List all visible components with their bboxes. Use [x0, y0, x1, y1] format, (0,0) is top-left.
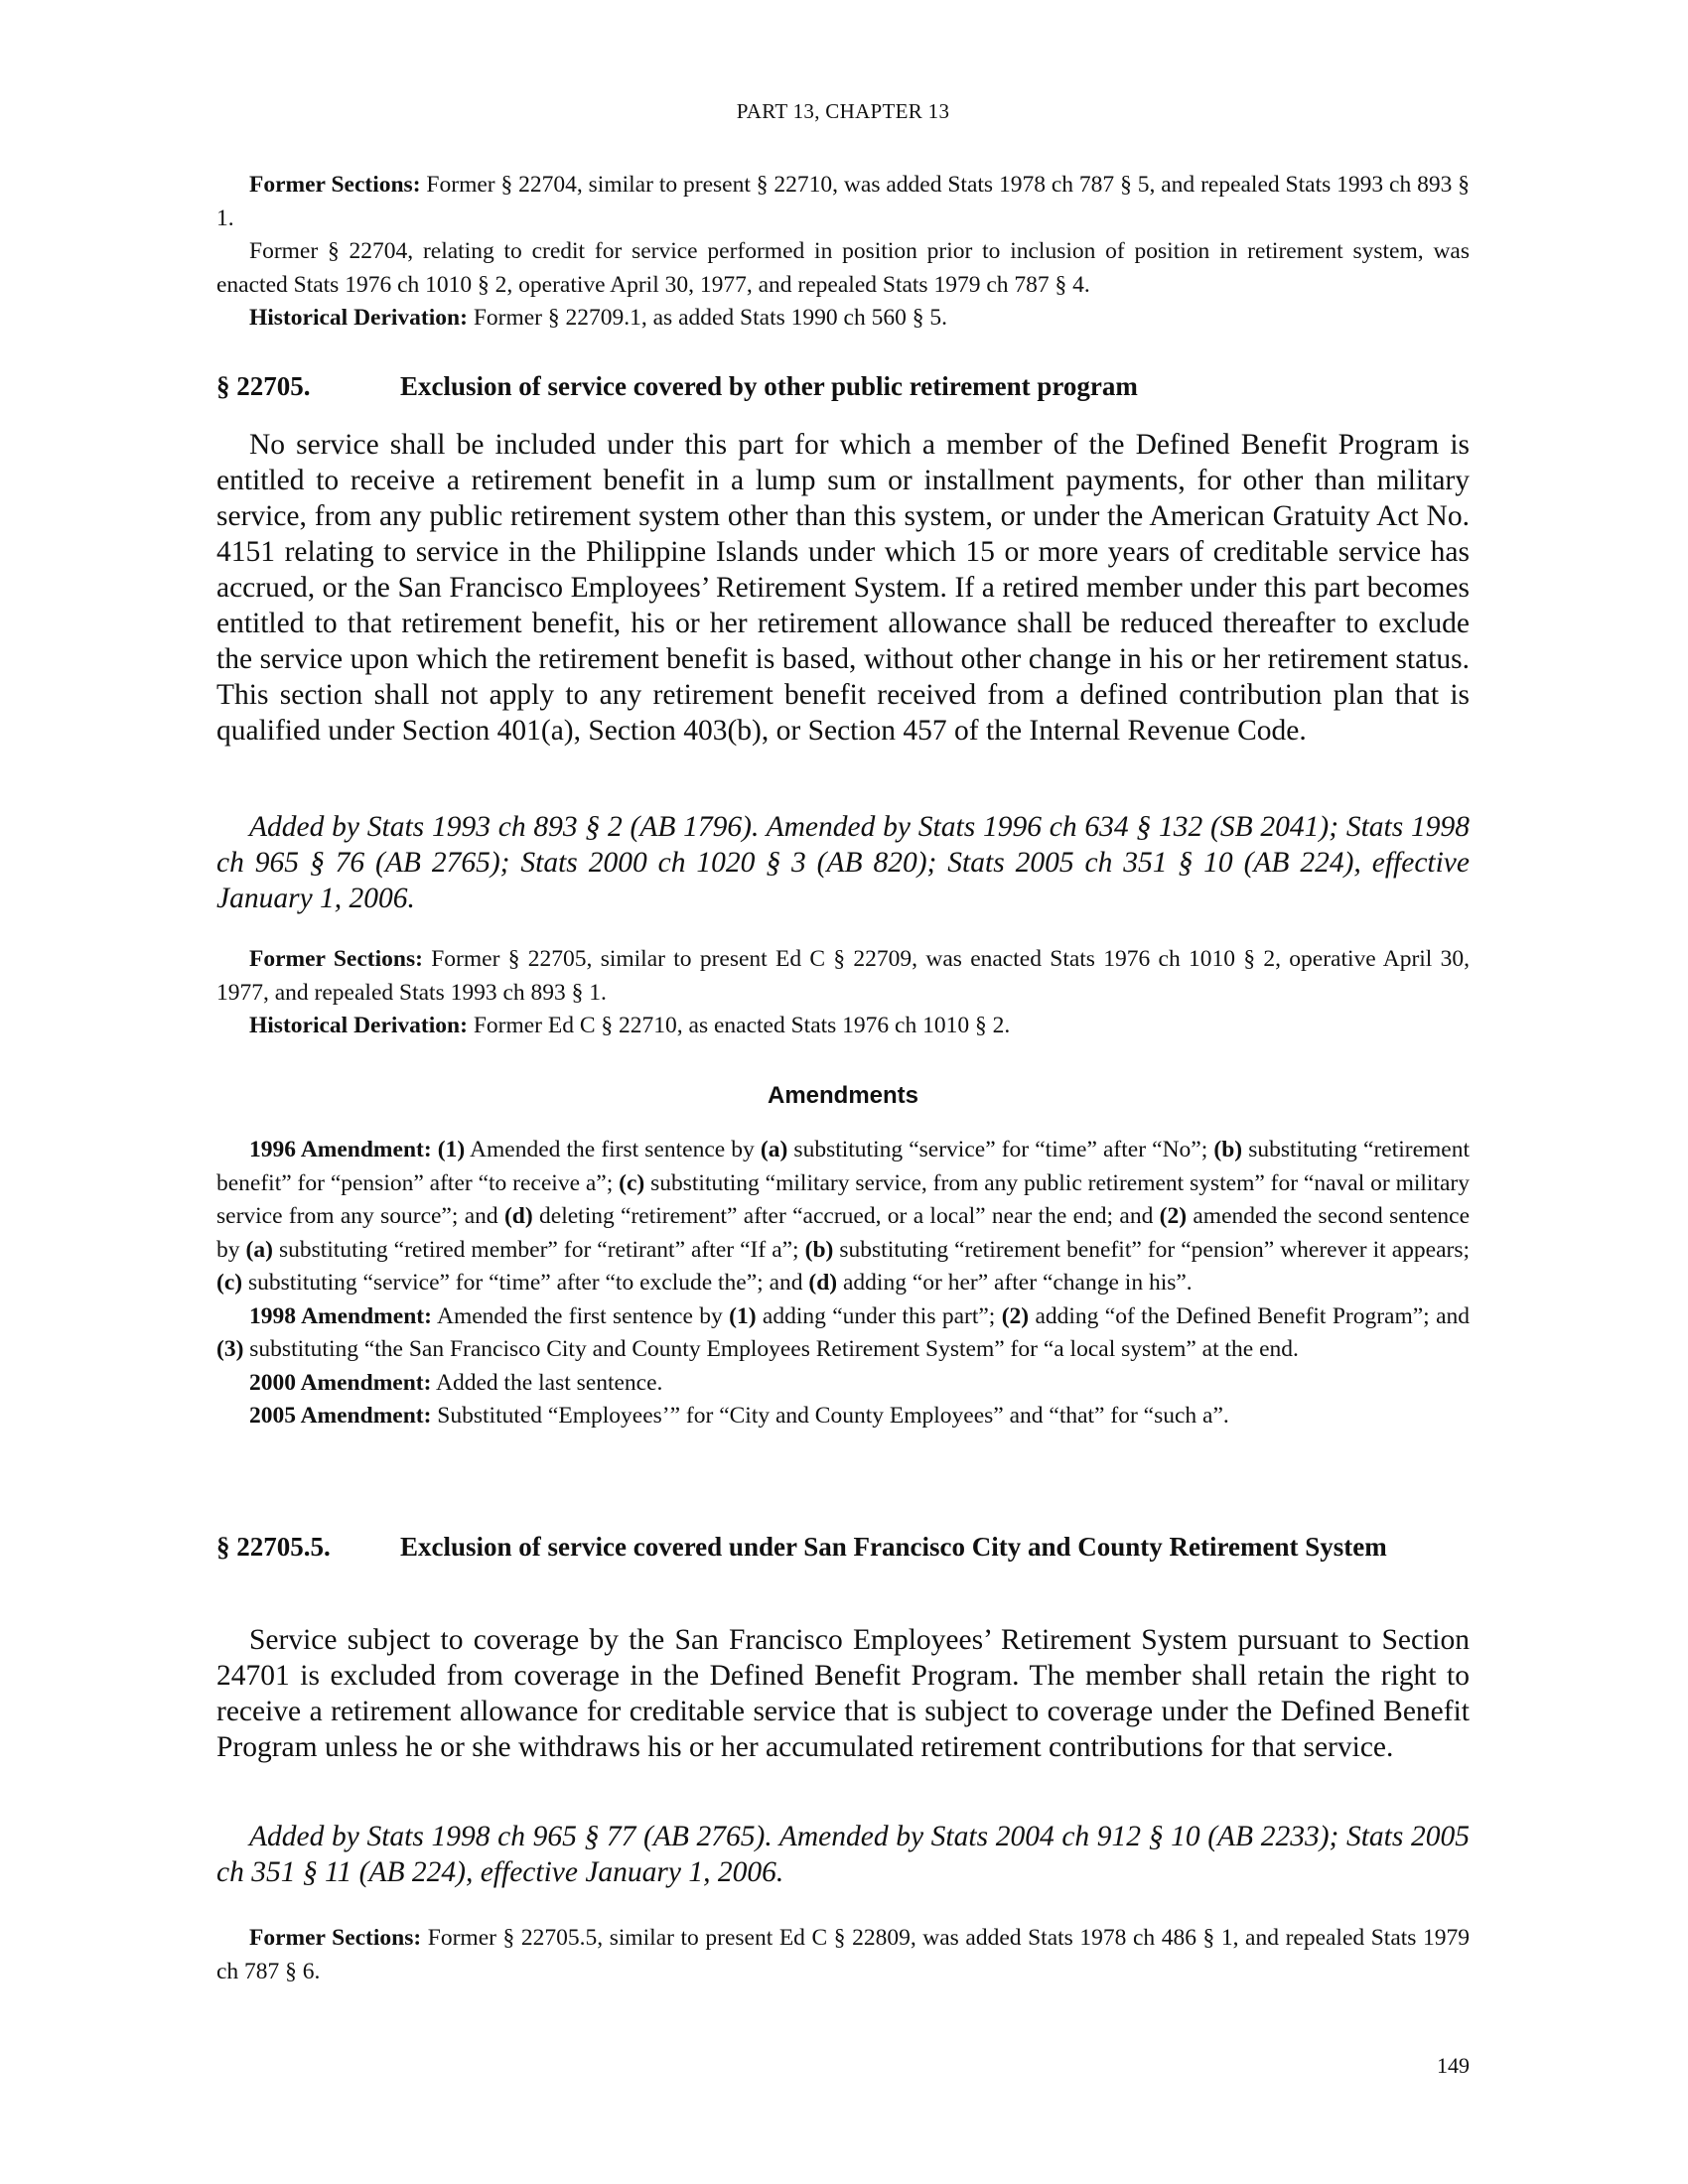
- section-history-22705: [216, 809, 1470, 916]
- former-section-note-2: Former § 22704, relating to credit for service performed in position prior to inclusion of position in retirement system, was enacted Stats 1976 ch 1010 § 2, operative April 30, 1977, and repealed Stats 1979 ch 787 § 4.: [216, 238, 1470, 298]
- amendment-1998: 1998 Amendment: Amended the first sentence by (1) adding “under this part”; (2) adding “of the Defined Benefit Program”; and (3) substituting “the San Francisco City and County Employees Retirement System” for “a local system” at the end.: [216, 1302, 1470, 1362]
- section-title: Exclusion of service covered under San Francisco City and County Retirement System: [400, 1532, 1387, 1562]
- section-notes-22705: [216, 943, 1470, 1043]
- amendment-2005: 2005 Amendment: Substituted “Employees’” for “City and County Employees” and “that” for “such a”.: [249, 1403, 1229, 1429]
- section-history-22705-5: [216, 1819, 1470, 1890]
- former-sections-note: Former Sections: Former § 22705, similar to present Ed C § 22709, was enacted Stats 1976 ch 1010 § 2, operative April 30, 1977, and repealed Stats 1993 ch 893 § 1.: [216, 946, 1471, 1006]
- top-notes: [216, 169, 1470, 336]
- page-number: 149: [1437, 2053, 1470, 2078]
- historical-derivation-note: Historical Derivation: Former Ed C § 22710, as enacted Stats 1976 ch 1010 § 2.: [249, 1013, 1011, 1038]
- history-note: Added by Stats 1993 ch 893 § 2 (AB 1796). Amended by Stats 1996 ch 634 § 132 (SB 2041); Stats 1998 ch 965 § 76 (AB 2765); Stats 2000 ch 1020 § 3 (AB 820); Stats 2005 ch 351 § 10 (AB 224), effective January 1, 2006.: [216, 811, 1470, 914]
- section-heading-22705-5: [216, 1529, 1470, 1565]
- amendments-list: [216, 1134, 1470, 1433]
- section-text: Service subject to coverage by the San Francisco Employees’ Retirement System pursuant to Section 24701 is excluded from coverage in the Defined Benefit Program. The member shall retain the right to receive a retirement allowance for creditable service that is subject to coverage under the Defined Benefit Program unless he or she withdraws his or her accumulated retirement contributions for that service.: [216, 1624, 1470, 1763]
- former-sections-label: Former Sections:: [249, 946, 423, 972]
- section-title: Exclusion of service covered by other public retirement program: [400, 371, 1138, 401]
- history-note: Added by Stats 1998 ch 965 § 77 (AB 2765). Amended by Stats 2004 ch 912 § 10 (AB 2233); Stats 2005 ch 351 § 11 (AB 224), effective January 1, 2006.: [216, 1821, 1470, 1888]
- section-notes-22705-5: [216, 1922, 1470, 1988]
- amendments-heading: Amendments: [767, 1082, 919, 1109]
- historical-derivation-label: Historical Derivation:: [249, 305, 468, 331]
- section-number: § 22705.5.: [216, 1532, 331, 1562]
- former-sections-label: Former Sections:: [249, 172, 421, 198]
- amendment-2000: 2000 Amendment: Added the last sentence.: [249, 1369, 663, 1396]
- section-body-22705-5: [216, 1622, 1470, 1765]
- former-sections-note: Former Sections: Former § 22705.5, similar to present Ed C § 22809, was added Stats 1978 ch 486 § 1, and repealed Stats 1979 ch 787 § 6.: [216, 1925, 1470, 1984]
- amendment-1996: 1996 Amendment: (1) Amended the first sentence by (a) substituting “service” for “time” after “No”; (b) substituting “retirement benefit” for “pension” after “to receive a”; (c) substituting “military service, from any public retirement system” for “naval or military service from any source”; and (d) deleting “retirement” after “accrued, or a local” near the end; and (2) amended the second sentence by (a) substituting “retired member” for “retirant” after “If a”; (b) substituting “retirement benefit” for “pension” wherever it appears; (c) substituting “service” for “time” after “to exclude the”; and (d) adding “or her” after “change in his”.: [216, 1137, 1471, 1296]
- section-text: No service shall be included under this part for which a member of the Defined Benefit Program is entitled to receive a retirement benefit in a lump sum or installment payments, for other than military service, from any public retirement system other than this system, or under the American Gratuity Act No. 4151 relating to service in the Philippine Islands under which 15 or more years of creditable service has accrued, or the San Francisco Employees’ Retirement System. If a retired member under this part becomes entitled to that retirement benefit, his or her retirement allowance shall be reduced thereafter to exclude the service upon which the retirement benefit is based, without other change in his or her retirement status. This section shall not apply to any retirement benefit received from a defined contribution plan that is qualified under Section 401(a), Section 403(b), or Section 457 of the Internal Revenue Code.: [216, 429, 1470, 747]
- historical-derivation-note: Historical Derivation: Former § 22709.1, as added Stats 1990 ch 560 § 5.: [249, 305, 947, 331]
- section-body-22705: [216, 427, 1470, 749]
- former-sections-note: Former Sections: Former § 22704, similar to present § 22710, was added Stats 1978 ch 787 § 5, and repealed Stats 1993 ch 893 § 1.: [216, 172, 1471, 231]
- historical-derivation-label: Historical Derivation:: [249, 1013, 468, 1038]
- section-heading-22705: [216, 368, 1470, 404]
- section-number: § 22705.: [216, 371, 311, 401]
- former-sections-label: Former Sections:: [249, 1925, 422, 1951]
- running-head: PART 13, CHAPTER 13: [736, 99, 950, 123]
